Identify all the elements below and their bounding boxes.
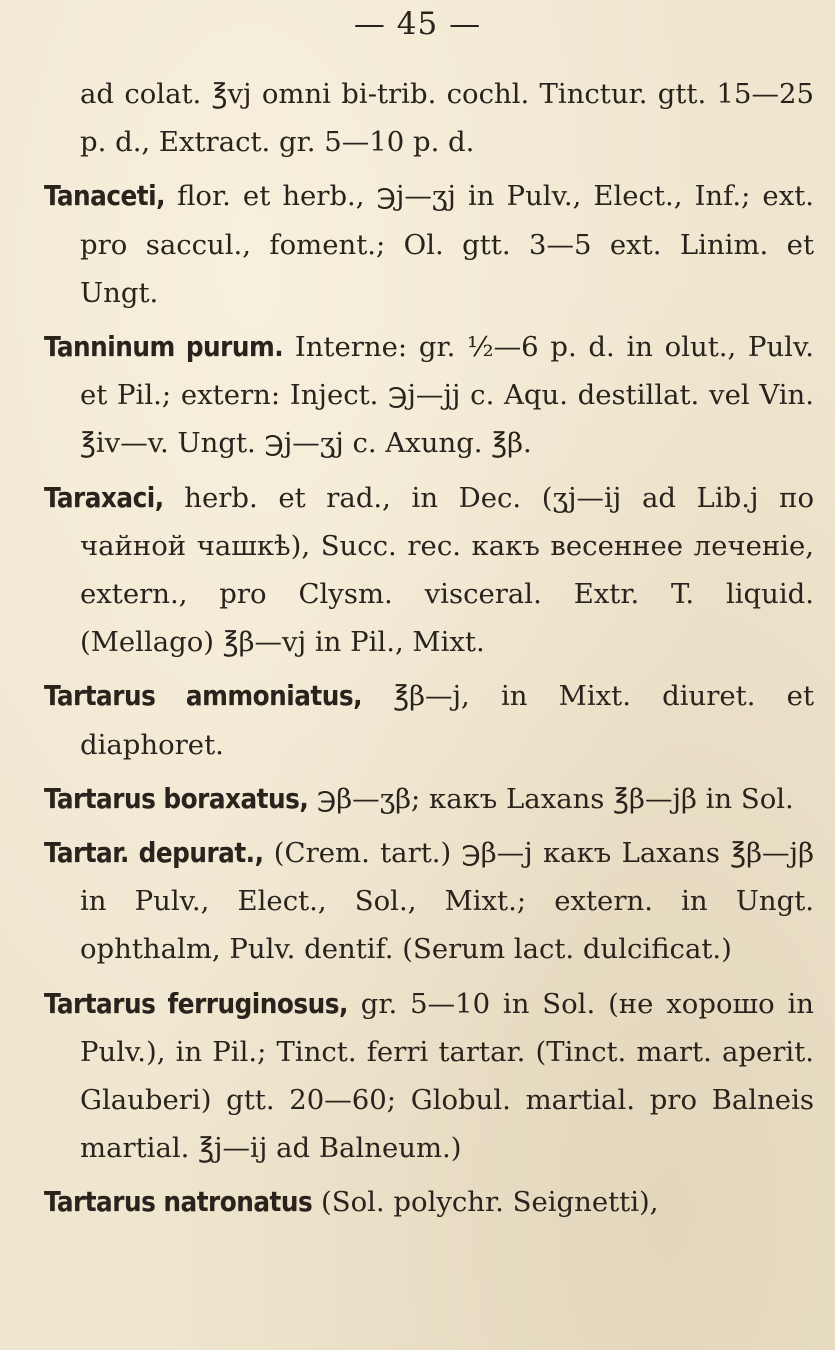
entry-term: Tanaceti, <box>44 180 165 213</box>
entry-term: Tanninum purum. <box>44 331 284 364</box>
entry-tanaceti <box>44 172 814 317</box>
page-number: — 45 — <box>353 6 482 42</box>
entry-text: Interne: gr. ½—6 p. d. in olut., Pulv. et Pil.; extern: Inject. ℈j—jj c. Aqu. destillat. vel Vin. ℥iv—v. Ungt. ℈j—ʒj c. Axung. ℥β. <box>80 331 814 460</box>
entry-text: ℈β—ʒβ; какъ Laxans ℥β—jβ in Sol. <box>317 782 794 815</box>
entries-list <box>44 70 814 1233</box>
entry-tartar-depurat <box>44 829 814 974</box>
entry-taraxaci <box>44 474 814 667</box>
entry-text: ℥β—j, in Mixt. diuret. et diaphoret. <box>80 680 814 761</box>
entry-tanninum <box>44 323 814 468</box>
entry-continuation <box>44 70 814 166</box>
entry-term: Taraxaci, <box>44 481 164 514</box>
entry-tartarus-natronatus <box>44 1178 814 1226</box>
entry-tartarus-ammoniatus <box>44 672 814 768</box>
entry-term: Tartarus ammoniatus, <box>44 680 362 713</box>
entry-term: Tartarus boraxatus, <box>44 782 309 815</box>
entry-tartarus-ferruginosus <box>44 980 814 1173</box>
entry-text: (Sol. polychr. Seignetti), <box>321 1186 659 1219</box>
entry-term: Tartarus natronatus <box>44 1186 313 1219</box>
entry-term: Tartar. depurat., <box>44 837 264 870</box>
entry-tartarus-boraxatus <box>44 775 814 823</box>
entry-text: (Crem. tart.) ℈β—j какъ Laxans ℥β—jβ in Pulv., Elect., Sol., Mixt.; extern. in Ungt. ophthalm, Pulv. dentif. (Serum lact. dulcificat.) <box>80 837 814 966</box>
entry-term: Tartarus ferruginosus, <box>44 987 348 1020</box>
entry-text: ad colat. ℥vj omni bi-trib. cochl. Tinctur. gtt. 15—25 p. d., Extract. gr. 5—10 p. d. <box>80 78 814 159</box>
entry-text: flor. et herb., ℈j—ʒj in Pulv., Elect., Inf.; ext. pro saccul., foment.; Ol. gtt. 3—5 ext. Linim. et Ungt. <box>80 180 814 309</box>
entry-text: herb. et rad., in Dec. (ʒj—ij ad Lib.j по чайной чашкѣ), Succ. rec. какъ весеннее леченіе, extern., pro Clysm. visceral. Extr. T. liquid. (Mellago) ℥β—vj in Pil., Mixt. <box>80 481 814 659</box>
entry-text: gr. 5—10 in Sol. (не хорошо in Pulv.), in Pil.; Tinct. ferri tartar. (Tinct. mart. aperit. Glauberi) gtt. 20—60; Globul. martial. pro Balneis martial. ℥j—ij ad Balneum.) <box>80 987 814 1165</box>
